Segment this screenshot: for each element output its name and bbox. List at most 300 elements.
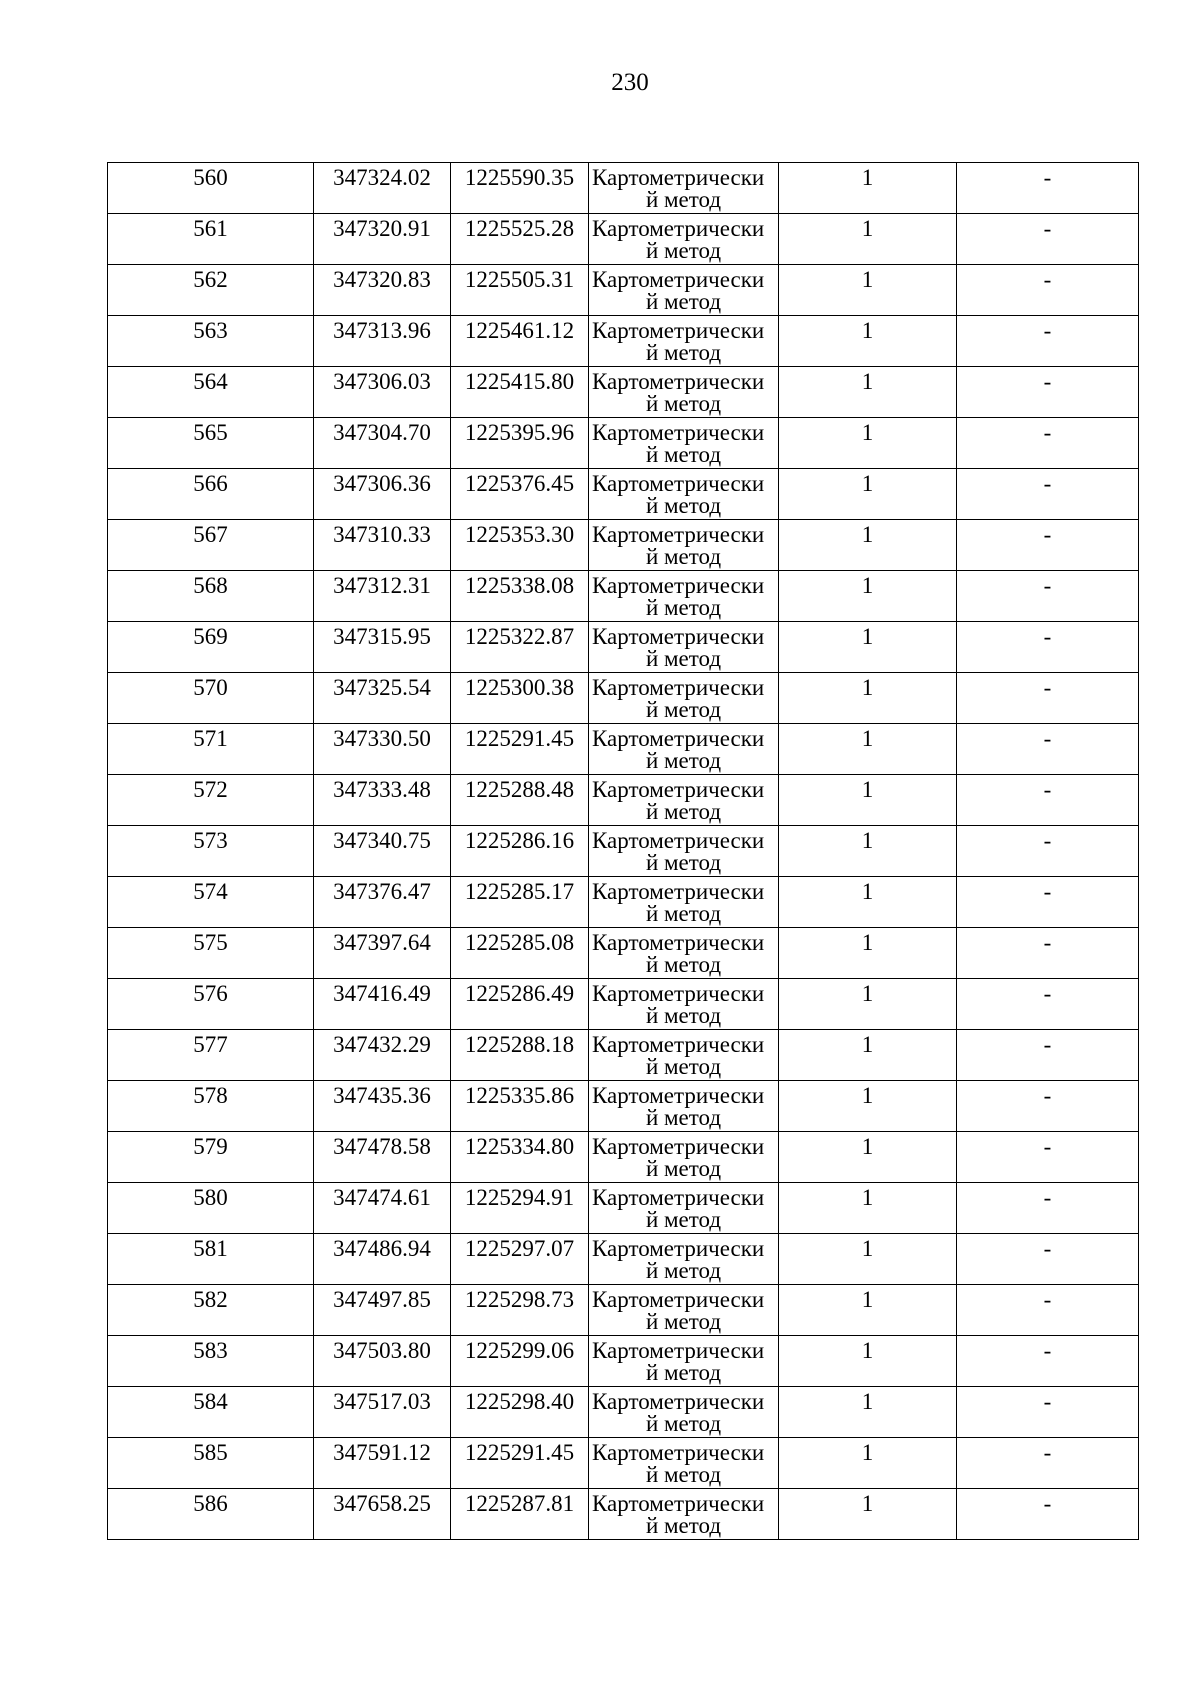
point-number-cell — [108, 1234, 314, 1285]
y-coordinate-cell-text: 1225338.08 — [464, 573, 575, 598]
method-text-line2: й метод — [645, 1054, 722, 1079]
method-text-line1: Картометрически — [592, 165, 765, 190]
method-text — [589, 265, 778, 315]
x-coordinate-cell-text: 347478.58 — [333, 1134, 431, 1159]
accuracy-cell — [779, 979, 957, 1030]
note-cell — [957, 1387, 1139, 1438]
y-coordinate-cell-text: 1225505.31 — [464, 267, 575, 292]
accuracy-cell-text: 1 — [861, 726, 874, 751]
point-number-cell-text: 586 — [193, 1491, 228, 1516]
y-coordinate-cell-text: 1225288.18 — [464, 1032, 575, 1057]
note-cell-text: - — [1043, 726, 1052, 751]
note-cell — [957, 1234, 1139, 1285]
accuracy-cell-text: 1 — [861, 1185, 874, 1210]
note-cell — [957, 1030, 1139, 1081]
method-text — [589, 367, 778, 417]
x-coordinate-cell-text: 347324.02 — [333, 165, 431, 190]
note-cell — [957, 418, 1139, 469]
y-coordinate-cell — [451, 214, 589, 265]
method-text-line1: Картометрически — [592, 1389, 765, 1414]
method-text-line1: Картометрически — [592, 216, 765, 241]
accuracy-cell-text: 1 — [861, 675, 874, 700]
point-number-cell — [108, 826, 314, 877]
table-row — [108, 1336, 1139, 1387]
y-coordinate-cell-text: 1225285.08 — [464, 930, 575, 955]
method-text-line1: Картометрически — [592, 1338, 765, 1363]
accuracy-cell — [779, 826, 957, 877]
note-cell-text: - — [1043, 1491, 1052, 1516]
x-coordinate-cell-text: 347591.12 — [333, 1440, 431, 1465]
x-coordinate-cell-text: 347517.03 — [333, 1389, 431, 1414]
y-coordinate-cell-text: 1225291.45 — [464, 726, 575, 751]
x-coordinate-cell-text: 347435.36 — [333, 1083, 431, 1108]
point-number-cell — [108, 316, 314, 367]
point-number-cell-text: 585 — [193, 1440, 228, 1465]
point-number-cell-text: 567 — [193, 522, 228, 547]
accuracy-cell — [779, 724, 957, 775]
point-number-cell-text: 584 — [193, 1389, 228, 1414]
accuracy-cell-text: 1 — [861, 930, 874, 955]
point-number-cell — [108, 1336, 314, 1387]
method-cell — [589, 1081, 779, 1132]
y-coordinate-cell — [451, 469, 589, 520]
y-coordinate-cell-text: 1225335.86 — [464, 1083, 575, 1108]
y-coordinate-cell-text: 1225285.17 — [464, 879, 575, 904]
point-number-cell — [108, 622, 314, 673]
x-coordinate-cell — [314, 1489, 451, 1540]
accuracy-cell — [779, 1183, 957, 1234]
x-coordinate-cell-text: 347315.95 — [333, 624, 431, 649]
note-cell-text: - — [1043, 216, 1052, 241]
accuracy-cell — [779, 775, 957, 826]
method-text-line1: Картометрически — [592, 777, 765, 802]
method-cell — [589, 1234, 779, 1285]
y-coordinate-cell-text: 1225334.80 — [464, 1134, 575, 1159]
point-number-cell — [108, 367, 314, 418]
method-cell — [589, 469, 779, 520]
table-row — [108, 1081, 1139, 1132]
method-text — [589, 1438, 778, 1488]
accuracy-cell — [779, 877, 957, 928]
method-text-line2: й метод — [645, 697, 722, 722]
accuracy-cell-text: 1 — [861, 828, 874, 853]
accuracy-cell — [779, 622, 957, 673]
method-text-line1: Картометрически — [592, 1032, 765, 1057]
note-cell — [957, 520, 1139, 571]
accuracy-cell-text: 1 — [861, 1083, 874, 1108]
table-row — [108, 163, 1139, 214]
point-number-cell-text: 572 — [193, 777, 228, 802]
table-row — [108, 826, 1139, 877]
method-cell — [589, 928, 779, 979]
point-number-cell-text: 562 — [193, 267, 228, 292]
method-cell — [589, 1183, 779, 1234]
note-cell-text: - — [1043, 1287, 1052, 1312]
accuracy-cell — [779, 469, 957, 520]
note-cell-text: - — [1043, 675, 1052, 700]
method-text — [589, 520, 778, 570]
point-number-cell — [108, 1183, 314, 1234]
y-coordinate-cell — [451, 316, 589, 367]
point-number-cell — [108, 418, 314, 469]
x-coordinate-cell — [314, 1234, 451, 1285]
point-number-cell — [108, 571, 314, 622]
x-coordinate-cell — [314, 1336, 451, 1387]
method-cell — [589, 316, 779, 367]
note-cell — [957, 826, 1139, 877]
note-cell — [957, 469, 1139, 520]
point-number-cell — [108, 1387, 314, 1438]
x-coordinate-cell — [314, 1183, 451, 1234]
x-coordinate-cell-text: 347416.49 — [333, 981, 431, 1006]
method-text — [589, 826, 778, 876]
note-cell-text: - — [1043, 624, 1052, 649]
note-cell — [957, 1285, 1139, 1336]
note-cell — [957, 979, 1139, 1030]
point-number-cell — [108, 1081, 314, 1132]
accuracy-cell-text: 1 — [861, 879, 874, 904]
method-text — [589, 775, 778, 825]
accuracy-cell-text: 1 — [861, 369, 874, 394]
x-coordinate-cell — [314, 316, 451, 367]
method-text — [589, 469, 778, 519]
accuracy-cell-text: 1 — [861, 471, 874, 496]
accuracy-cell-text: 1 — [861, 318, 874, 343]
accuracy-cell — [779, 1234, 957, 1285]
accuracy-cell — [779, 1438, 957, 1489]
y-coordinate-cell — [451, 1387, 589, 1438]
method-text-line2: й метод — [645, 1309, 722, 1334]
method-text-line1: Картометрически — [592, 726, 765, 751]
point-number-cell — [108, 469, 314, 520]
accuracy-cell — [779, 418, 957, 469]
accuracy-cell — [779, 1489, 957, 1540]
table-row — [108, 571, 1139, 622]
table-row — [108, 877, 1139, 928]
point-number-cell-text: 579 — [193, 1134, 228, 1159]
table-row — [108, 520, 1139, 571]
method-cell — [589, 1285, 779, 1336]
method-text-line1: Картометрически — [592, 267, 765, 292]
x-coordinate-cell — [314, 826, 451, 877]
method-cell — [589, 622, 779, 673]
point-number-cell-text: 563 — [193, 318, 228, 343]
y-coordinate-cell — [451, 571, 589, 622]
x-coordinate-cell — [314, 214, 451, 265]
table-row — [108, 1234, 1139, 1285]
note-cell-text: - — [1043, 1083, 1052, 1108]
point-number-cell-text: 577 — [193, 1032, 228, 1057]
note-cell — [957, 673, 1139, 724]
x-coordinate-cell-text: 347306.03 — [333, 369, 431, 394]
method-text-line1: Картометрически — [592, 1236, 765, 1261]
method-cell — [589, 673, 779, 724]
method-cell — [589, 571, 779, 622]
coordinates-table-body — [108, 163, 1139, 1540]
method-text-line2: й метод — [645, 289, 722, 314]
y-coordinate-cell — [451, 775, 589, 826]
accuracy-cell-text: 1 — [861, 267, 874, 292]
y-coordinate-cell — [451, 724, 589, 775]
y-coordinate-cell-text: 1225353.30 — [464, 522, 575, 547]
y-coordinate-cell-text: 1225300.38 — [464, 675, 575, 700]
y-coordinate-cell — [451, 1438, 589, 1489]
table-row — [108, 928, 1139, 979]
page-number: 230 — [611, 69, 649, 96]
accuracy-cell-text: 1 — [861, 1440, 874, 1465]
table-row — [108, 979, 1139, 1030]
method-text-line2: й метод — [645, 646, 722, 671]
x-coordinate-cell — [314, 571, 451, 622]
y-coordinate-cell — [451, 367, 589, 418]
note-cell — [957, 1183, 1139, 1234]
x-coordinate-cell-text: 347503.80 — [333, 1338, 431, 1363]
y-coordinate-cell — [451, 1183, 589, 1234]
y-coordinate-cell-text: 1225287.81 — [464, 1491, 575, 1516]
method-text-line1: Картометрически — [592, 318, 765, 343]
accuracy-cell — [779, 265, 957, 316]
note-cell-text: - — [1043, 1134, 1052, 1159]
y-coordinate-cell — [451, 826, 589, 877]
table-row — [108, 265, 1139, 316]
point-number-cell — [108, 775, 314, 826]
table-row — [108, 214, 1139, 265]
method-text — [589, 1234, 778, 1284]
accuracy-cell-text: 1 — [861, 165, 874, 190]
table-row — [108, 1489, 1139, 1540]
x-coordinate-cell — [314, 1438, 451, 1489]
x-coordinate-cell — [314, 1132, 451, 1183]
method-text — [589, 1081, 778, 1131]
x-coordinate-cell-text: 347320.91 — [333, 216, 431, 241]
method-text — [589, 724, 778, 774]
accuracy-cell-text: 1 — [861, 1338, 874, 1363]
method-cell — [589, 520, 779, 571]
method-cell — [589, 877, 779, 928]
method-text — [589, 418, 778, 468]
x-coordinate-cell — [314, 265, 451, 316]
y-coordinate-cell-text: 1225299.06 — [464, 1338, 575, 1363]
x-coordinate-cell — [314, 622, 451, 673]
point-number-cell-text: 566 — [193, 471, 228, 496]
y-coordinate-cell — [451, 1030, 589, 1081]
accuracy-cell-text: 1 — [861, 1032, 874, 1057]
y-coordinate-cell — [451, 877, 589, 928]
y-coordinate-cell-text: 1225288.48 — [464, 777, 575, 802]
point-number-cell-text: 569 — [193, 624, 228, 649]
y-coordinate-cell — [451, 163, 589, 214]
point-number-cell-text: 561 — [193, 216, 228, 241]
note-cell — [957, 775, 1139, 826]
method-text — [589, 1030, 778, 1080]
table-row — [108, 469, 1139, 520]
y-coordinate-cell — [451, 1234, 589, 1285]
method-text-line2: й метод — [645, 1003, 722, 1028]
method-text-line2: й метод — [645, 340, 722, 365]
method-text-line1: Картометрически — [592, 471, 765, 496]
note-cell — [957, 214, 1139, 265]
point-number-cell — [108, 877, 314, 928]
x-coordinate-cell — [314, 1387, 451, 1438]
method-text-line1: Картометрически — [592, 420, 765, 445]
point-number-cell-text: 568 — [193, 573, 228, 598]
x-coordinate-cell-text: 347432.29 — [333, 1032, 431, 1057]
accuracy-cell — [779, 928, 957, 979]
accuracy-cell — [779, 1132, 957, 1183]
method-text-line1: Картометрически — [592, 1134, 765, 1159]
accuracy-cell-text: 1 — [861, 573, 874, 598]
method-text-line1: Картометрически — [592, 1083, 765, 1108]
accuracy-cell — [779, 1336, 957, 1387]
method-text-line2: й метод — [645, 901, 722, 926]
point-number-cell-text: 574 — [193, 879, 228, 904]
x-coordinate-cell-text: 347340.75 — [333, 828, 431, 853]
method-text-line2: й метод — [645, 442, 722, 467]
method-cell — [589, 1132, 779, 1183]
table-row — [108, 1132, 1139, 1183]
method-cell — [589, 1030, 779, 1081]
y-coordinate-cell — [451, 418, 589, 469]
accuracy-cell — [779, 163, 957, 214]
note-cell — [957, 1489, 1139, 1540]
y-coordinate-cell — [451, 520, 589, 571]
y-coordinate-cell-text: 1225376.45 — [464, 471, 575, 496]
y-coordinate-cell — [451, 1336, 589, 1387]
accuracy-cell-text: 1 — [861, 1287, 874, 1312]
note-cell-text: - — [1043, 1440, 1052, 1465]
y-coordinate-cell — [451, 1132, 589, 1183]
note-cell-text: - — [1043, 1032, 1052, 1057]
y-coordinate-cell-text: 1225297.07 — [464, 1236, 575, 1261]
method-text-line1: Картометрически — [592, 573, 765, 598]
y-coordinate-cell-text: 1225322.87 — [464, 624, 575, 649]
table-row — [108, 1285, 1139, 1336]
method-text — [589, 1183, 778, 1233]
table-row — [108, 1387, 1139, 1438]
method-cell — [589, 724, 779, 775]
method-text-line2: й метод — [645, 1258, 722, 1283]
y-coordinate-cell-text: 1225590.35 — [464, 165, 575, 190]
method-text-line2: й метод — [645, 1513, 722, 1538]
point-number-cell — [108, 1132, 314, 1183]
point-number-cell-text: 583 — [193, 1338, 228, 1363]
point-number-cell-text: 580 — [193, 1185, 228, 1210]
coordinates-table — [107, 162, 1139, 1540]
note-cell — [957, 928, 1139, 979]
x-coordinate-cell-text: 347313.96 — [333, 318, 431, 343]
method-cell — [589, 775, 779, 826]
table-row — [108, 1438, 1139, 1489]
x-coordinate-cell-text: 347474.61 — [333, 1185, 431, 1210]
note-cell-text: - — [1043, 573, 1052, 598]
y-coordinate-cell-text: 1225298.40 — [464, 1389, 575, 1414]
note-cell-text: - — [1043, 369, 1052, 394]
method-text-line2: й метод — [645, 391, 722, 416]
method-text-line1: Картометрически — [592, 879, 765, 904]
method-text-line2: й метод — [645, 1156, 722, 1181]
method-text-line1: Картометрически — [592, 522, 765, 547]
note-cell-text: - — [1043, 318, 1052, 343]
method-text-line2: й метод — [645, 595, 722, 620]
x-coordinate-cell-text: 347658.25 — [333, 1491, 431, 1516]
x-coordinate-cell — [314, 928, 451, 979]
y-coordinate-cell-text: 1225461.12 — [464, 318, 575, 343]
point-number-cell-text: 582 — [193, 1287, 228, 1312]
table-row — [108, 1030, 1139, 1081]
point-number-cell — [108, 979, 314, 1030]
y-coordinate-cell — [451, 979, 589, 1030]
x-coordinate-cell — [314, 979, 451, 1030]
x-coordinate-cell — [314, 469, 451, 520]
x-coordinate-cell — [314, 520, 451, 571]
accuracy-cell — [779, 673, 957, 724]
accuracy-cell — [779, 214, 957, 265]
note-cell — [957, 1438, 1139, 1489]
x-coordinate-cell — [314, 163, 451, 214]
method-text-line2: й метод — [645, 748, 722, 773]
method-cell — [589, 979, 779, 1030]
y-coordinate-cell-text: 1225415.80 — [464, 369, 575, 394]
note-cell — [957, 571, 1139, 622]
y-coordinate-cell-text: 1225286.49 — [464, 981, 575, 1006]
accuracy-cell — [779, 1285, 957, 1336]
x-coordinate-cell — [314, 367, 451, 418]
method-text-line2: й метод — [645, 544, 722, 569]
point-number-cell — [108, 163, 314, 214]
method-text-line2: й метод — [645, 1207, 722, 1232]
accuracy-cell-text: 1 — [861, 777, 874, 802]
method-text — [589, 673, 778, 723]
accuracy-cell — [779, 520, 957, 571]
accuracy-cell-text: 1 — [861, 522, 874, 547]
accuracy-cell — [779, 1387, 957, 1438]
table-row — [108, 724, 1139, 775]
y-coordinate-cell — [451, 673, 589, 724]
point-number-cell-text: 575 — [193, 930, 228, 955]
method-text — [589, 1132, 778, 1182]
accuracy-cell — [779, 571, 957, 622]
x-coordinate-cell-text: 347497.85 — [333, 1287, 431, 1312]
table-row — [108, 1183, 1139, 1234]
method-text — [589, 1489, 778, 1539]
method-cell — [589, 418, 779, 469]
y-coordinate-cell — [451, 1489, 589, 1540]
x-coordinate-cell-text: 347333.48 — [333, 777, 431, 802]
method-text-line1: Картометрически — [592, 828, 765, 853]
x-coordinate-cell-text: 347486.94 — [333, 1236, 431, 1261]
method-text-line2: й метод — [645, 799, 722, 824]
point-number-cell — [108, 520, 314, 571]
accuracy-cell — [779, 367, 957, 418]
point-number-cell-text: 571 — [193, 726, 228, 751]
accuracy-cell-text: 1 — [861, 981, 874, 1006]
method-cell — [589, 1438, 779, 1489]
note-cell-text: - — [1043, 879, 1052, 904]
table-row — [108, 316, 1139, 367]
method-text-line2: й метод — [645, 1462, 722, 1487]
note-cell-text: - — [1043, 1236, 1052, 1261]
point-number-cell-text: 578 — [193, 1083, 228, 1108]
note-cell-text: - — [1043, 267, 1052, 292]
method-text-line2: й метод — [645, 952, 722, 977]
note-cell — [957, 1132, 1139, 1183]
accuracy-cell-text: 1 — [861, 216, 874, 241]
y-coordinate-cell-text: 1225286.16 — [464, 828, 575, 853]
point-number-cell — [108, 1438, 314, 1489]
table-row — [108, 367, 1139, 418]
method-cell — [589, 1489, 779, 1540]
method-text-line1: Картометрически — [592, 1185, 765, 1210]
